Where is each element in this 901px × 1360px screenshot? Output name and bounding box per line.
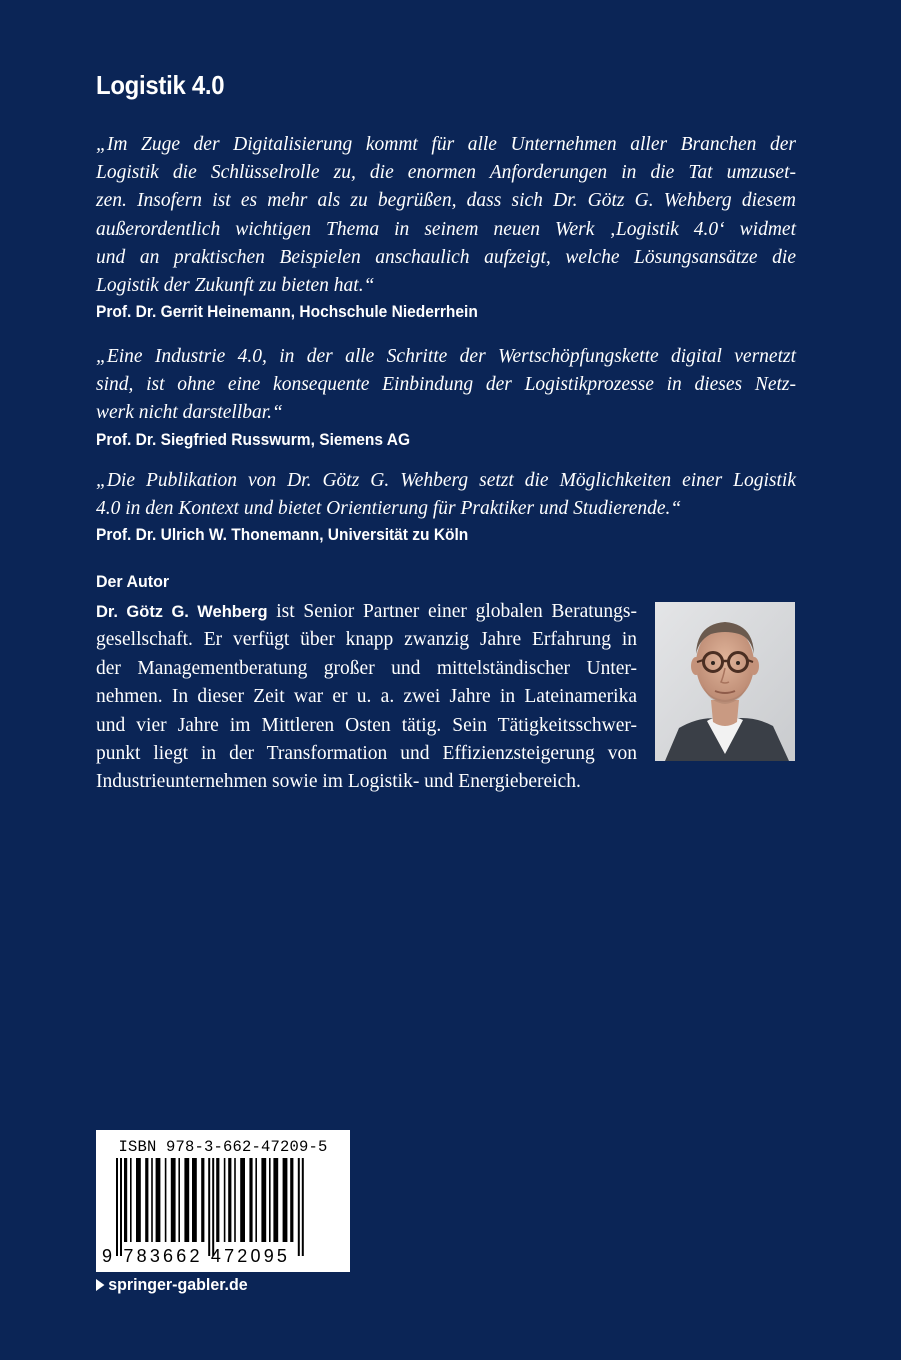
quote-line: werk nicht darstellbar.“: [96, 402, 283, 424]
quote-line: „Die Publikation von Dr. Götz G. Wehberg setzt die Möglichkeiten einer Logistik: [96, 470, 796, 491]
quote-line: und an praktischen Beispielen anschaulich aufzeigt, welche Lösungsansätze die: [96, 246, 796, 268]
ean-digits: 9 783662 472095: [102, 1246, 291, 1266]
quote-line: 4.0 in den Kontext und bietet Orientierung für Praktiker und Studierende.“: [96, 498, 682, 520]
bio-line: Industrieunternehmen sowie im Logistik- und Energiebereich.: [96, 771, 581, 793]
barcode-guard-bar: [212, 1158, 214, 1256]
author-portrait-image: [655, 602, 795, 761]
barcode-guard-bar: [116, 1158, 118, 1256]
barcode-bar: [240, 1158, 245, 1242]
website-url: springer-gabler.de: [108, 1275, 248, 1294]
bio-line: nehmen. In dieser Zeit war er u. a. zwei Jahre in Lateinamerika: [96, 686, 637, 708]
author-bio: [96, 598, 637, 797]
endorsement-3: [96, 467, 796, 547]
quote-line: „Eine Industrie 4.0, in der alle Schritte der Wertschöpfungskette digital vernetzt: [96, 346, 796, 367]
quote-line: Logistik der Zukunft zu bieten hat.“: [96, 275, 375, 297]
quote-line: sind, ist ohne eine konsequente Einbindung der Logistikprozesse in dieses Netz-: [96, 374, 796, 396]
barcode-bar: [184, 1158, 189, 1242]
barcode-guard-bar: [120, 1158, 122, 1256]
barcode-bar: [283, 1158, 288, 1242]
barcode-bar: [151, 1158, 153, 1242]
barcode-bar: [249, 1158, 252, 1242]
barcode-bar: [130, 1158, 132, 1242]
endorsement-author: Prof. Dr. Gerrit Heinemann, Hochschule Niederrhein: [96, 303, 478, 322]
author-section-heading: Der Autor: [96, 572, 170, 591]
bio-line: und vier Jahre im Mittleren Osten tätig. Sein Tätigkeitsschwer-: [96, 714, 637, 736]
endorsement-author: Prof. Dr. Siegfried Russwurm, Siemens AG: [96, 430, 411, 449]
barcode-bar: [192, 1158, 197, 1242]
isbn-label: ISBN 978-3-662-47209-5: [118, 1138, 328, 1156]
barcode-guard-bar: [208, 1158, 210, 1256]
quote-line: „Im Zuge der Digitalisierung kommt für alle Unternehmen aller Branchen der: [96, 134, 796, 155]
book-title: Logistik 4.0: [96, 70, 225, 100]
barcode-bar: [156, 1158, 161, 1242]
endorsement-1: [96, 131, 796, 324]
barcode-bar: [171, 1158, 176, 1242]
quote-line: zen. Insofern ist es mehr als zu begrüßen, dass sich Dr. Götz G. Wehberg diesem: [96, 190, 796, 212]
barcode-bar: [201, 1158, 204, 1242]
bio-line: gesellschaft. Er verfügt über knapp zwanzig Jahre Erfahrung in: [96, 629, 637, 651]
author-photo: [655, 602, 795, 761]
quote-line: außerordentlich wichtigen Thema in seinem neuen Werk ‚Logistik 4.0‘ widmet: [96, 218, 796, 240]
barcode-bar: [136, 1158, 141, 1242]
barcode-bar: [216, 1158, 219, 1242]
barcode-bar: [255, 1158, 257, 1242]
website-link[interactable]: [96, 1275, 248, 1295]
barcode-bar: [178, 1158, 180, 1242]
arrow-right-icon: [96, 1279, 104, 1291]
barcode-bar: [224, 1158, 226, 1242]
quote-line: Logistik die Schlüsselrolle zu, die enormen Anforderungen in die Tat umzuset-: [96, 162, 796, 184]
endorsement-2: [96, 343, 796, 452]
barcode-guard-bar: [302, 1158, 304, 1256]
bio-first-line: [96, 598, 637, 626]
bio-line: der Managementberatung großer und mittelständischer Unter-: [96, 657, 637, 679]
barcode-guard-bar: [298, 1158, 300, 1256]
barcode-bar: [124, 1158, 127, 1242]
bio-line: punkt liegt in der Transformation und Effizienzsteigerung von: [96, 743, 637, 765]
barcode-bar: [165, 1158, 167, 1242]
barcode-bar: [273, 1158, 278, 1242]
barcode-bar: [145, 1158, 148, 1242]
bio-line-text: ist Senior Partner einer globalen Beratungs-: [267, 601, 637, 622]
author-name: Dr. Götz G. Wehberg: [96, 603, 268, 621]
barcode-bars: [106, 1158, 340, 1256]
barcode-bar: [234, 1158, 236, 1242]
isbn-barcode: [96, 1130, 350, 1272]
barcode-bar: [228, 1158, 231, 1242]
endorsement-author: Prof. Dr. Ulrich W. Thonemann, Universität zu Köln: [96, 526, 469, 545]
barcode-bar: [290, 1158, 293, 1242]
barcode-bar: [261, 1158, 266, 1242]
barcode-bar: [269, 1158, 271, 1242]
